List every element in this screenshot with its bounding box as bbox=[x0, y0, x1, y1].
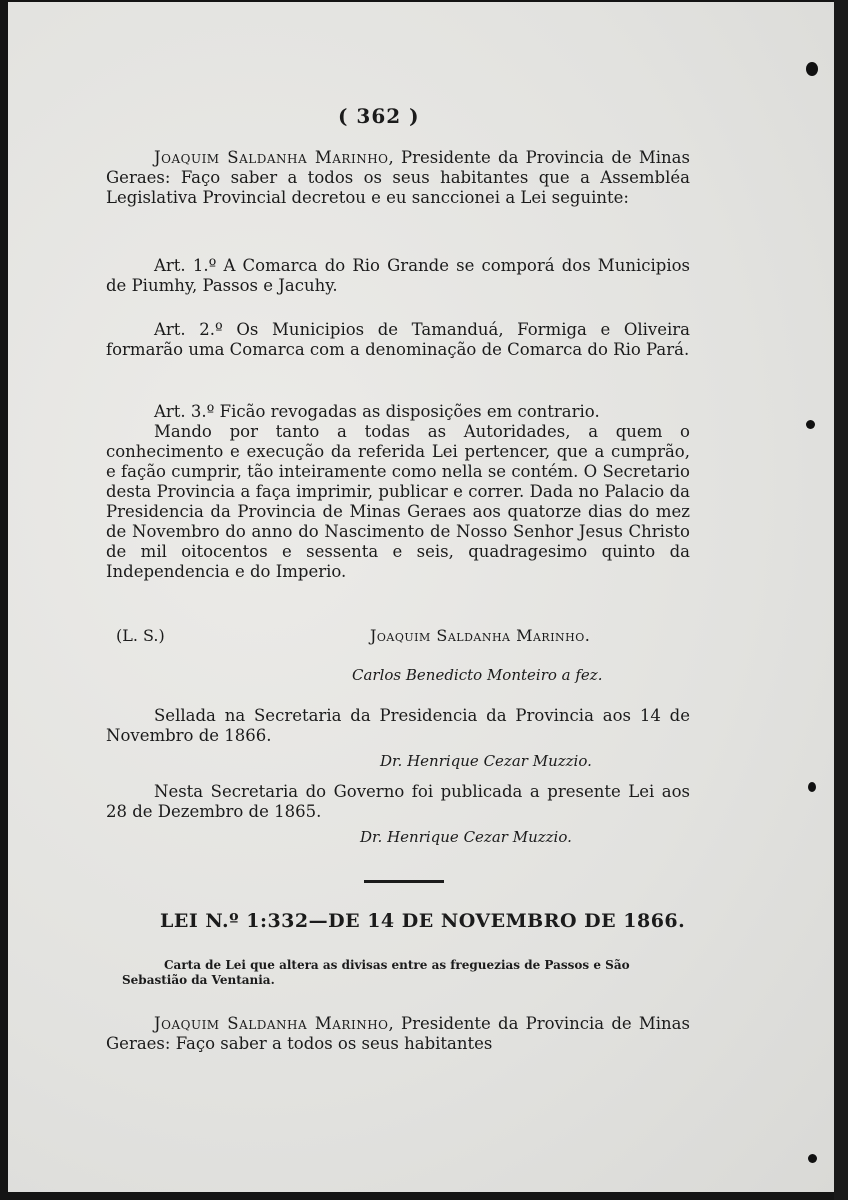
official-2: Dr. Henrique Cezar Muzzio. bbox=[360, 828, 572, 846]
article-1-text: Art. 1.º A Comarca do Rio Grande se comporá dos Municipios de Piumhy, Passos e Jacuhy. bbox=[106, 256, 690, 295]
mando-text: Mando por tanto a todas as Autoridades, a quem o conhecimento e execução da referida Lei pertencer, que a cumprão, e fação cumprir, tão inteiramente como nella se contém. O Secretario desta Provincia a faça imprimir, publicar e correr. Dada no Palacio da Presidencia da Provincia de Minas Geraes aos quatorze dias do mez de Novembro do anno do Nascimento de Nosso Senhor Jesus Christo de mil oitocentos e sessenta e seis, quadragesimo quinto da Independencia e do Imperio. bbox=[106, 422, 690, 581]
clerk-line: Carlos Benedicto Monteiro a fez. bbox=[352, 666, 603, 684]
law-summary-text: Carta de Lei que altera as divisas entre as freguezias de Passos e São Sebastião da Ventania. bbox=[122, 958, 630, 987]
scan-spot bbox=[806, 420, 815, 429]
signatory: Joaquim Saldanha Marinho. bbox=[370, 626, 591, 645]
scan-spot bbox=[808, 782, 816, 792]
closing-text: , Presidente da Provincia de Minas Geraes: Faço saber a todos os seus habitantes bbox=[106, 1014, 690, 1053]
closing-paragraph bbox=[106, 1014, 690, 1054]
page-number: ( 362 ) bbox=[338, 104, 420, 128]
document-page bbox=[8, 2, 838, 1192]
article-1 bbox=[106, 256, 690, 296]
seal: (L. S.) bbox=[116, 626, 165, 645]
publicada-text: Nesta Secretaria do Governo foi publicada a presente Lei aos 28 de Dezembro de 1865. bbox=[106, 782, 690, 821]
sellada-text: Sellada na Secretaria da Presidencia da Provincia aos 14 de Novembro de 1866. bbox=[106, 706, 690, 745]
scan-spot bbox=[806, 62, 818, 76]
president-name: Joaquim Saldanha Marinho bbox=[154, 148, 389, 167]
closing-name: Joaquim Saldanha Marinho bbox=[154, 1014, 389, 1033]
law-title: LEI N.º 1:332—DE 14 DE NOVEMBRO DE 1866. bbox=[160, 910, 686, 932]
intro-paragraph bbox=[106, 148, 690, 208]
mando-paragraph bbox=[106, 422, 690, 582]
scan-border bbox=[834, 0, 848, 1200]
law-summary bbox=[122, 958, 692, 988]
official-1: Dr. Henrique Cezar Muzzio. bbox=[380, 752, 592, 770]
article-2-text: Art. 2.º Os Municipios de Tamanduá, Formiga e Oliveira formarão uma Comarca com a denominação de Comarca do Rio Pará. bbox=[106, 320, 690, 359]
article-3 bbox=[106, 402, 690, 422]
scan-spot bbox=[808, 1154, 817, 1163]
publicada-paragraph bbox=[106, 782, 690, 822]
section-divider bbox=[364, 880, 444, 883]
article-3-text: Art. 3.º Ficão revogadas as disposições em contrario. bbox=[154, 402, 600, 421]
article-2 bbox=[106, 320, 690, 360]
sellada-paragraph bbox=[106, 706, 690, 746]
intro-text: , Presidente da Provincia de Minas Geraes: Faço saber a todos os seus habitantes que a Assembléa Legislativa Provincial decretou e eu sanccionei a Lei seguinte: bbox=[106, 148, 690, 207]
